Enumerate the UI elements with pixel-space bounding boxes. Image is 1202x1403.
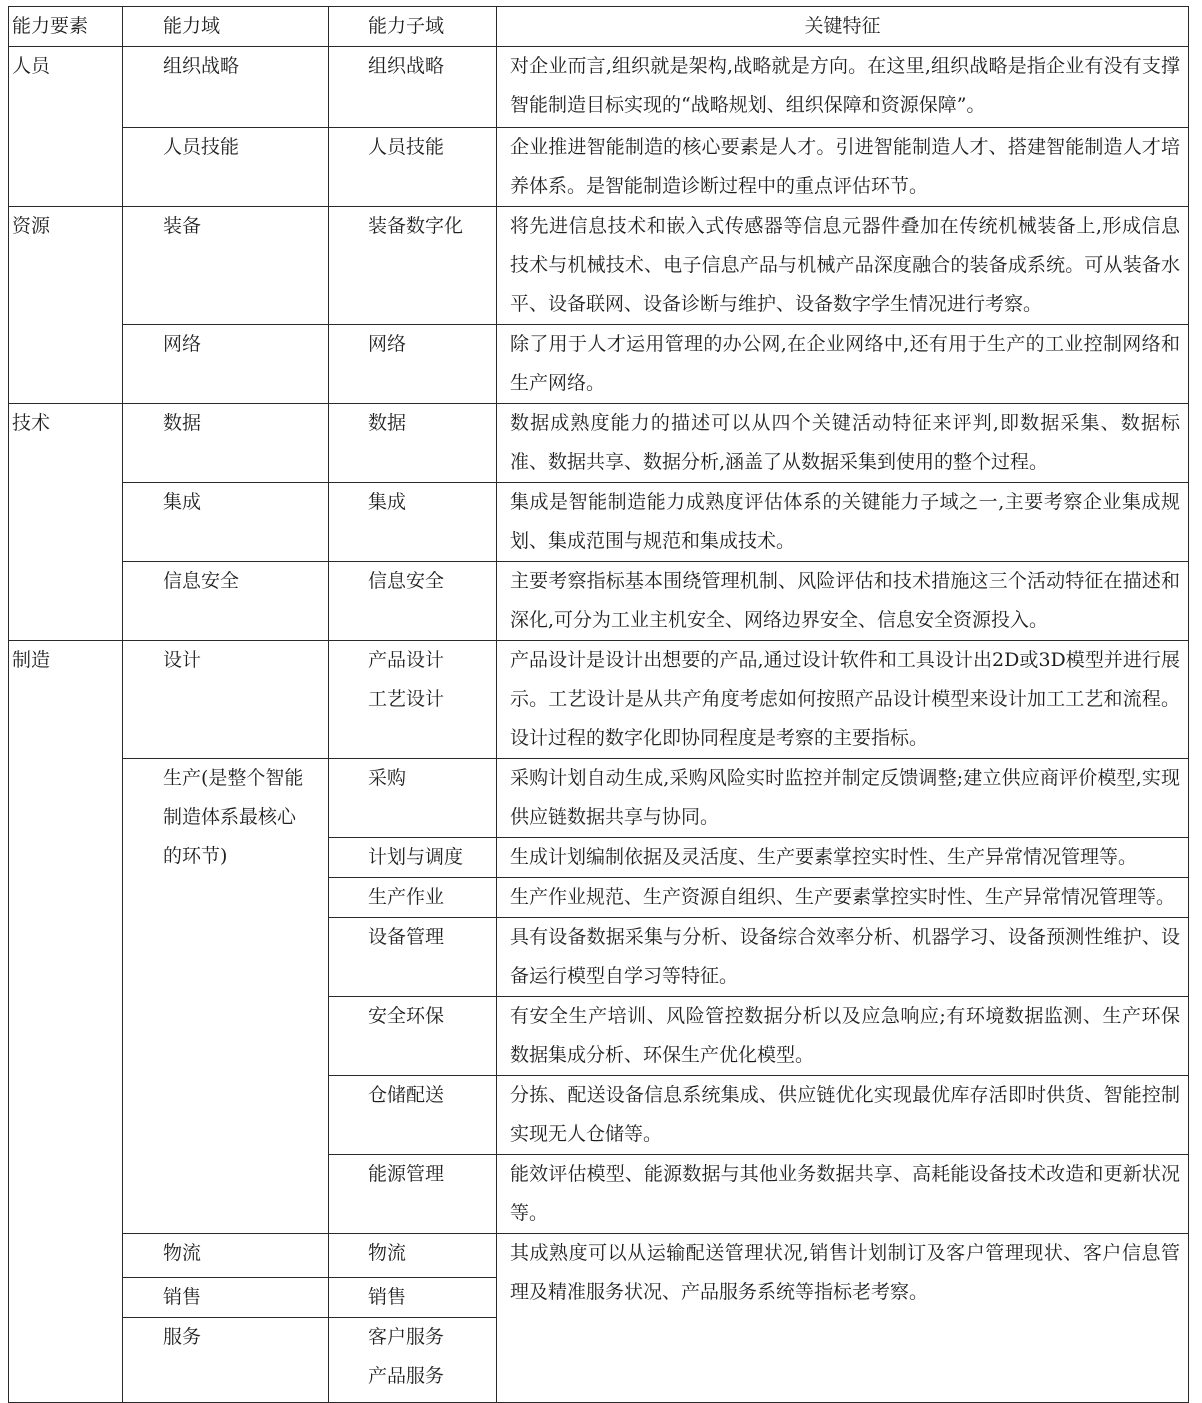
element-cell-technology: 技术	[9, 404, 123, 641]
subdomain-cell: 人员技能	[329, 128, 497, 207]
domain-cell: 设计	[123, 641, 329, 759]
domain-cell: 销售	[123, 1278, 329, 1318]
subdomain-process-design: 工艺设计	[368, 688, 445, 710]
feature-cell: 具有设备数据采集与分析、设备综合效率分析、机器学习、设备预测性维护、设备运行模型自学习等特征。	[497, 918, 1189, 997]
subdomain-cell: 数据	[329, 404, 497, 483]
feature-cell: 产品设计是设计出想要的产品,通过设计软件和工具设计出2D或3D模型并进行展示。工艺设计是从共产角度考虑如何按照产品设计模型来设计加工工艺和流程。设计过程的数字化即协同程度是考察的主要指标。	[497, 641, 1189, 759]
feature-cell: 集成是智能制造能力成熟度评估体系的关键能力子域之一,主要考察企业集成规划、集成范围与规范和集成技术。	[497, 483, 1189, 562]
feature-cell: 分拣、配送设备信息系统集成、供应链优化实现最优库存活即时供货、智能控制实现无人仓储等。	[497, 1076, 1189, 1155]
subdomain-cell: 销售	[329, 1278, 497, 1318]
element-cell-manufacturing: 制造	[9, 641, 123, 1403]
feature-cell: 对企业而言,组织就是架构,战略就是方向。在这里,组织战略是指企业有没有支撑智能制造目标实现的“战略规划、组织保障和资源保障”。	[497, 47, 1189, 128]
feature-cell: 其成熟度可以从运输配送管理状况,销售计划制订及客户管理现状、客户信息管理及精准服务状况、产品服务系统等指标老考察。	[497, 1234, 1189, 1403]
subdomain-product-service: 产品服务	[368, 1365, 445, 1387]
header-element: 能力要素	[9, 7, 123, 47]
subdomain-cell: 计划与调度	[329, 838, 497, 878]
domain-cell: 网络	[123, 325, 329, 404]
subdomain-cell: 集成	[329, 483, 497, 562]
table-row	[9, 1234, 1189, 1278]
subdomain-product-design: 产品设计	[368, 649, 445, 671]
subdomain-cell: 信息安全	[329, 562, 497, 641]
table-row	[9, 325, 1189, 404]
subdomain-cell: 装备数字化	[329, 207, 497, 325]
subdomain-cell: 设备管理	[329, 918, 497, 997]
feature-cell: 采购计划自动生成,采购风险实时监控并制定反馈调整;建立供应商评价模型,实现供应链数据共享与协同。	[497, 759, 1189, 838]
feature-cell: 企业推进智能制造的核心要素是人才。引进智能制造人才、搭建智能制造人才培养体系。是智能制造诊断过程中的重点评估环节。	[497, 128, 1189, 207]
feature-cell: 除了用于人才运用管理的办公网,在企业网络中,还有用于生产的工业控制网络和生产网络。	[497, 325, 1189, 404]
subdomain-cell: 采购	[329, 759, 497, 838]
feature-cell: 数据成熟度能力的描述可以从四个关键活动特征来评判,即数据采集、数据标准、数据共享、数据分析,涵盖了从数据采集到使用的整个过程。	[497, 404, 1189, 483]
domain-cell: 服务	[123, 1318, 329, 1403]
table-row	[9, 128, 1189, 207]
table-row	[9, 207, 1189, 325]
feature-cell: 主要考察指标基本围绕管理机制、风险评估和技术措施这三个活动特征在描述和深化,可分为工业主机安全、网络边界安全、信息安全资源投入。	[497, 562, 1189, 641]
table-row	[9, 641, 1189, 759]
subdomain-cell: 仓储配送	[329, 1076, 497, 1155]
subdomain-cell: 安全环保	[329, 997, 497, 1076]
domain-cell: 数据	[123, 404, 329, 483]
domain-cell: 信息安全	[123, 562, 329, 641]
domain-cell: 物流	[123, 1234, 329, 1278]
element-cell-resources: 资源	[9, 207, 123, 404]
subdomain-cell: 物流	[329, 1234, 497, 1278]
domain-cell-production: 生产(是整个智能制造体系最核心的环节)	[123, 759, 329, 1234]
table-row	[9, 759, 1189, 838]
domain-cell: 集成	[123, 483, 329, 562]
subdomain-cell: 生产作业	[329, 878, 497, 918]
capability-maturity-table	[8, 6, 1189, 1403]
subdomain-customer-service: 客户服务	[368, 1326, 445, 1348]
table-header-row	[9, 7, 1189, 47]
subdomain-cell: 网络	[329, 325, 497, 404]
feature-cell: 将先进信息技术和嵌入式传感器等信息元器件叠加在传统机械装备上,形成信息技术与机械技术、电子信息产品与机械产品深度融合的装备成系统。可从装备水平、设备联网、设备诊断与维护、设备数字学生情况进行考察。	[497, 207, 1189, 325]
domain-cell: 人员技能	[123, 128, 329, 207]
table-row	[9, 562, 1189, 641]
domain-cell: 装备	[123, 207, 329, 325]
feature-cell: 生成计划编制依据及灵活度、生产要素掌控实时性、生产异常情况管理等。	[497, 838, 1189, 878]
header-features: 关键特征	[497, 7, 1189, 47]
subdomain-cell: 组织战略	[329, 47, 497, 128]
table-row	[9, 483, 1189, 562]
feature-cell: 能效评估模型、能源数据与其他业务数据共享、高耗能设备技术改造和更新状况等。	[497, 1155, 1189, 1234]
subdomain-cell: 能源管理	[329, 1155, 497, 1234]
domain-cell: 组织战略	[123, 47, 329, 128]
table-row	[9, 404, 1189, 483]
feature-cell: 有安全生产培训、风险管控数据分析以及应急响应;有环境数据监测、生产环保数据集成分析、环保生产优化模型。	[497, 997, 1189, 1076]
element-cell-people: 人员	[9, 47, 123, 207]
subdomain-cell	[329, 641, 497, 759]
header-domain: 能力域	[123, 7, 329, 47]
table-row	[9, 47, 1189, 128]
capability-table-container	[8, 6, 1196, 1403]
feature-cell: 生产作业规范、生产资源自组织、生产要素掌控实时性、生产异常情况管理等。	[497, 878, 1189, 918]
header-subdomain: 能力子域	[329, 7, 497, 47]
